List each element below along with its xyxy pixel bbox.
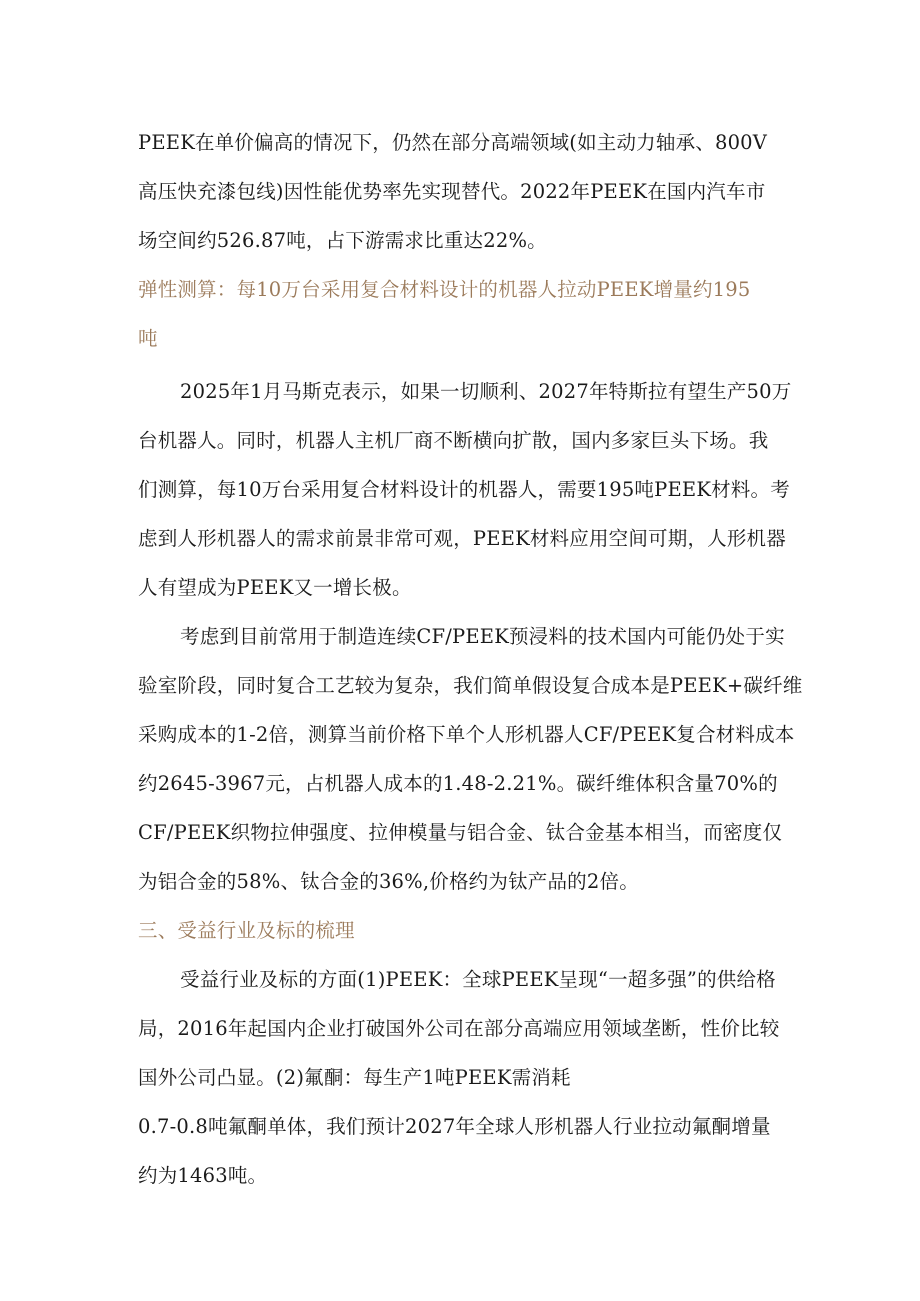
section-heading-elasticity [138,265,790,363]
section-heading-beneficiaries [138,906,790,955]
text-line: 0.7-0.8吨氟酮单体，我们预计2027年全球人形机器人行业拉动氟酮增量 [138,1115,771,1138]
paragraph-cf-peek-cost [138,612,803,906]
paragraph-peek-automotive [138,118,790,265]
text-line: 台机器人。同时，机器人主机厂商不断横向扩散，国内多家巨头下场。我 [138,429,769,452]
text-line: 验室阶段，同时复合工艺较为复杂，我们简单假设复合成本是PEEK+碳纤维 [138,674,803,697]
text-line: 场空间约526.87吨，占下游需求比重达22%。 [138,229,547,252]
text-line: CF/PEEK织物拉伸强度、拉伸模量与铝合金、钛合金基本相当，而密度仅 [138,821,783,844]
paragraph-beneficiaries [138,955,790,1200]
heading-line: 弹性测算：每10万台采用复合材料设计的机器人拉动PEEK增量约195 [138,278,751,301]
heading-line: 吨 [138,327,158,350]
text-line: 考虑到目前常用于制造连续CF/PEEK预浸料的技术国内可能仍处于实 [180,625,785,648]
text-line: 国外公司凸显。(2)氟酮：每生产1吨PEEK需消耗 [138,1066,571,1089]
heading-line: 三、受益行业及标的梳理 [138,919,355,942]
text-line: 受益行业及标的方面(1)PEEK：全球PEEK呈现“一超多强”的供给格 [180,968,776,991]
text-line: 为铝合金的58%、钛合金的36%,价格约为钛产品的2倍。 [138,870,639,893]
text-line: 约为1463吨。 [138,1164,268,1187]
text-line: 2025年1月马斯克表示，如果一切顺利、2027年特斯拉有望生产50万 [180,380,792,403]
text-line: 高压快充漆包线)因性能优势率先实现替代。2022年PEEK在国内汽车市 [138,180,766,203]
paragraph-musk-robots [138,367,790,612]
text-line: 采购成本的1-2倍，测算当前价格下单个人形机器人CF/PEEK复合材料成本 [138,723,795,746]
text-line: 约2645-3967元，占机器人成本的1.48-2.21%。碳纤维体积含量70%的 [138,772,778,795]
text-line: 虑到人形机器人的需求前景非常可观，PEEK材料应用空间可期，人形机器 [138,527,786,550]
text-line: PEEK在单价偏高的情况下，仍然在部分高端领域(如主动力轴承、800V [138,131,768,154]
text-line: 人有望成为PEEK又一增长极。 [138,576,412,599]
text-line: 局，2016年起国内企业打破国外公司在部分高端应用领域垄断，性价比较 [138,1017,780,1040]
text-line: 们测算，每10万台采用复合材料设计的机器人，需要195吨PEEK材料。考 [138,478,790,501]
